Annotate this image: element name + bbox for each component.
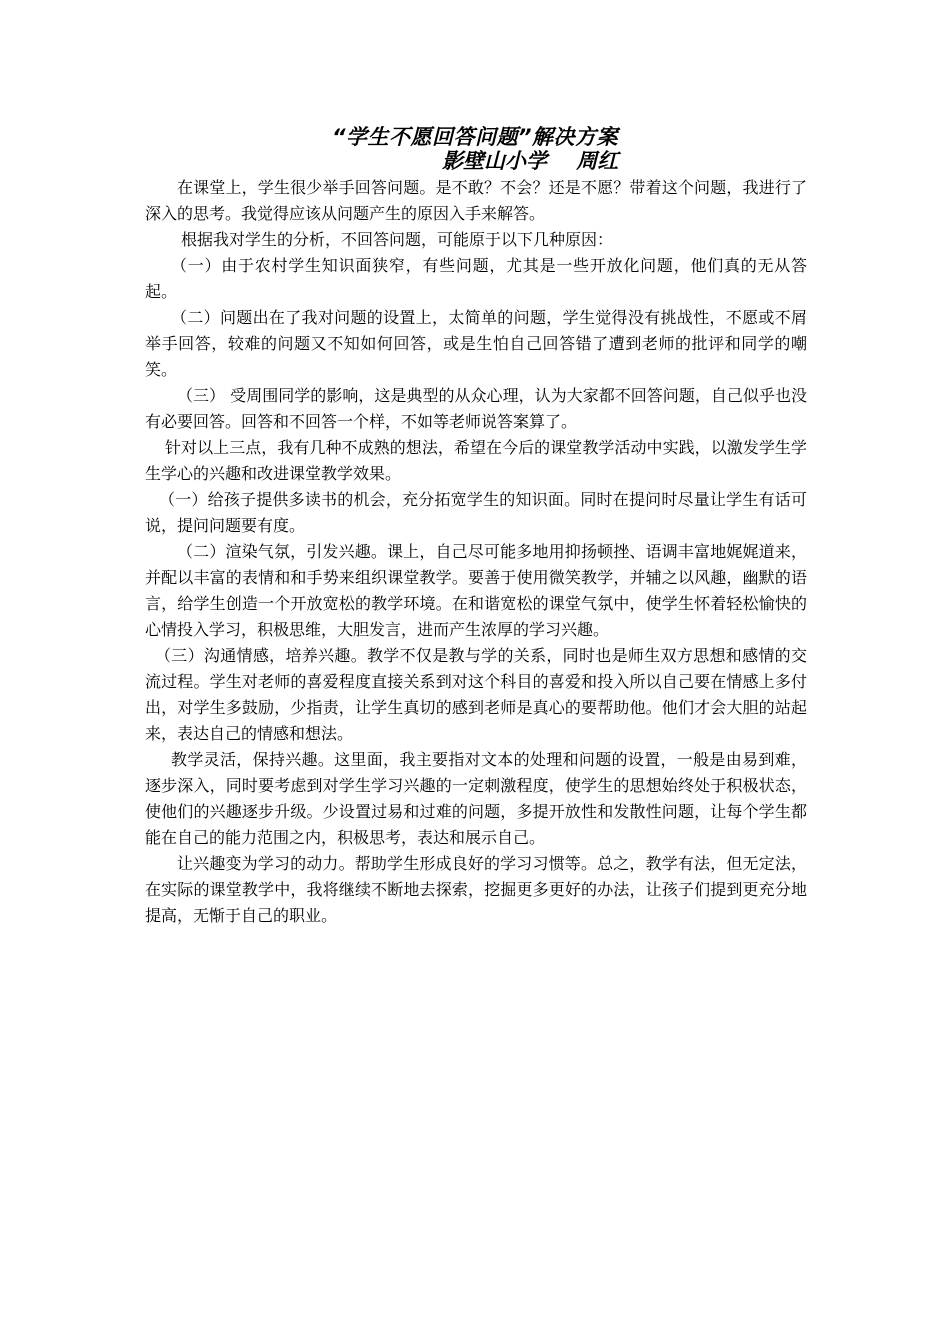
paragraph-reason-1: （一）由于农村学生知识面狭窄，有些问题，尤其是一些开放化问题，他们真的无从答起。 [145, 256, 807, 301]
document-title: “学生不愿回答问题”解决方案 [331, 125, 619, 149]
paragraph-reasons-lead: 根据我对学生的分析，不回答问题，可能原于以下几种原因： [181, 230, 614, 249]
paragraph-conclusion: 让兴趣变为学习的动力。帮助学生形成良好的学习习惯等。总之，教学有法，但无定法，在实际的课堂教学中，我将继续不断地去探索，挖掘更多更好的办法，让孩子们提到更充分地提高，无惭于自己的职业。 [145, 854, 807, 925]
paragraph-solution-3: （三）沟通情感，培养兴趣。教学不仅是教与学的关系，同时也是师生双方思想和感情的交流过程。学生对老师的喜爱程度直接关系到对这个科目的喜爱和投入所以自己要在情感上多付出，对学生多鼓励，少指责，让学生真切的感到老师是真心的要帮助他。他们才会大胆的站起来，表达自己的情感和想法。 [145, 646, 807, 743]
paragraph-solution-1: （一）给孩子提供多读书的机会，充分拓宽学生的知识面。同时在提问时尽量让学生有话可说，提问问题要有度。 [145, 490, 807, 535]
paragraph-flexible-teaching: 教学灵活，保持兴趣。这里面，我主要指对文本的处理和问题的设置，一般是由易到难，逐步深入，同时要考虑到对学生学习兴趣的一定刺激程度，使学生的思想始终处于积极状态，使他们的兴趣逐步升级。少设置过易和过难的问题，多提开放性和发散性问题，让每个学生都能在自己的能力范围之内，积极思考，表达和展示自己。 [145, 750, 807, 847]
paragraph-intro: 在课堂上，学生很少举手回答问题。是不敢？不会？还是不愿？带着这个问题，我进行了深入的思考。我觉得应该从问题产生的原因入手来解答。 [145, 178, 807, 223]
document-body [145, 175, 807, 929]
paragraph-solution-2: （二）渲染气氛，引发兴趣。课上，自己尽可能多地用抑扬顿挫、语调丰富地娓娓道来，并配以丰富的表情和和手势来组织课堂教学。要善于使用微笑教学，并辅之以风趣，幽默的语言，给学生创造一个开放宽松的教学环境。在和谐宽松的课堂气氛中，使学生怀着轻松愉快的心情投入学习，积极思维，大胆发言，进而产生浓厚的学习兴趣。 [145, 542, 807, 639]
paragraph-reason-3: （三） 受周围同学的影响，这是典型的从众心理，认为大家都不回答问题，自己似乎也没有必要回答。回答和不回答一个样，不如等老师说答案算了。 [145, 386, 807, 431]
paragraph-solutions-lead: 针对以上三点，我有几种不成熟的想法，希望在今后的课堂教学活动中实践，以激发学生学生学心的兴趣和改进课堂教学效果。 [145, 438, 807, 483]
author-byline: 影壁山小学 周红 [442, 149, 619, 173]
paragraph-reason-2: （二）问题出在了我对问题的设置上，太简单的问题，学生觉得没有挑战性，不愿或不屑举手回答，较难的问题又不知如何回答，或是生怕自己回答错了遭到老师的批评和同学的嘲笑。 [145, 308, 807, 379]
